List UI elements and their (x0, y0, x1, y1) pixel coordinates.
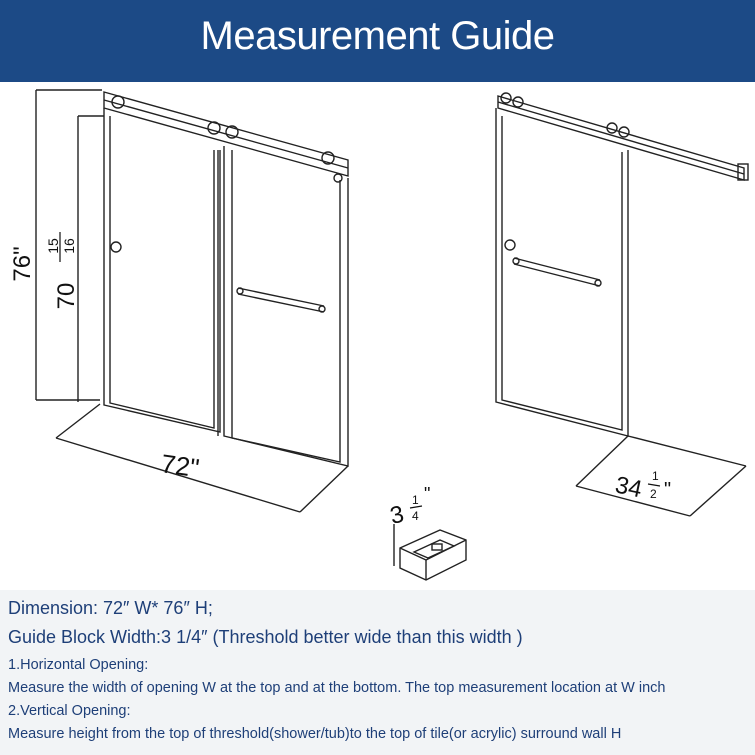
height-inner-num-label: 15 (45, 238, 61, 254)
shower-door-diagram (0, 82, 755, 590)
full-door-assembly (36, 90, 348, 512)
single-door (496, 93, 748, 516)
block-width-whole-label: 3 (387, 500, 407, 530)
page-title: Measurement Guide (200, 14, 555, 58)
door-width-whole-label: 34 (612, 471, 645, 504)
horizontal-title: 1.Horizontal Opening: (8, 657, 149, 673)
height-total-label: 76" (9, 246, 36, 282)
height-inner-den-label: 16 (61, 238, 77, 254)
vertical-text: Measure height from the top of threshold(shower/tub)to the top of tile(or acrylic) surround wall H (8, 726, 622, 742)
door-width-unit-label: " (664, 479, 672, 501)
height-inner-whole-label: 70 (53, 282, 80, 310)
title-banner (0, 0, 755, 82)
door-width-den-label: 2 (650, 487, 657, 501)
door-width-num-label: 1 (652, 469, 659, 483)
info-panel (0, 590, 755, 755)
block-width-den-label: 4 (412, 509, 419, 523)
vertical-title: 2.Vertical Opening: (8, 703, 131, 719)
guide-block (394, 524, 466, 580)
block-width-unit-label: " (424, 484, 431, 504)
guide-block-text: Guide Block Width:3 1/4″ (Threshold better wide than this width ) (8, 627, 523, 647)
horizontal-text: Measure the width of opening W at the top and at the bottom. The top measurement location at W inch (8, 680, 666, 696)
block-width-num-label: 1 (412, 493, 419, 507)
dimension-text: Dimension: 72″ W* 76″ H; (8, 598, 213, 618)
width-total-label: 72" (159, 448, 202, 484)
